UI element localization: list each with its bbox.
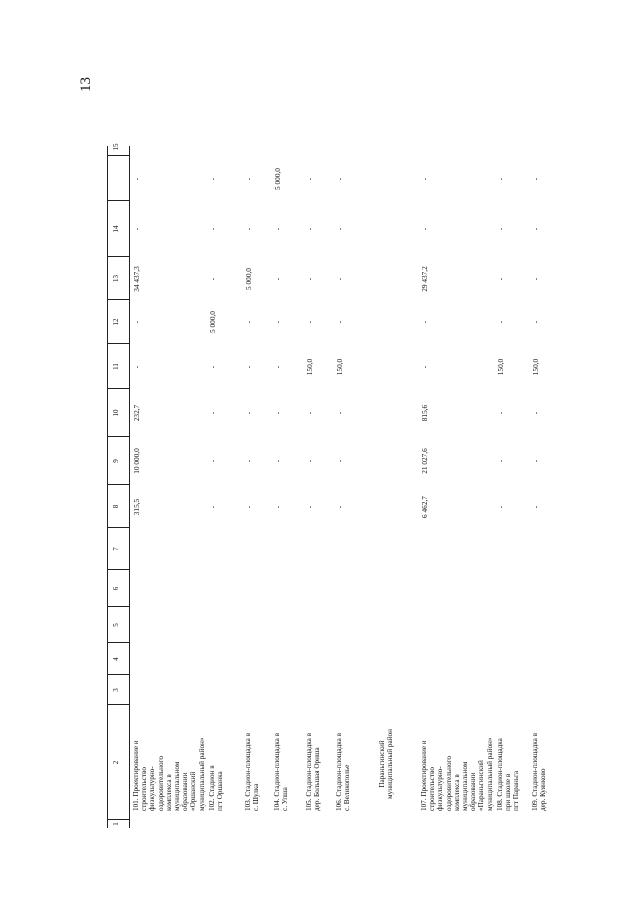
cell-col-12: - xyxy=(531,320,540,324)
cell-col-11: 150,0 xyxy=(496,358,505,376)
column-header-9: 9 xyxy=(112,459,120,463)
row-name: 108. Стадион-площадка при школе в пгт Параньга xyxy=(496,738,521,811)
cell-col-11: - xyxy=(132,365,141,369)
column-header-14: 14 xyxy=(112,225,120,233)
cell-col-15: - xyxy=(132,177,141,181)
header-separator xyxy=(107,388,129,389)
cell-col-8: - xyxy=(335,505,344,509)
column-header-12: 12 xyxy=(112,318,120,326)
header-separator xyxy=(107,527,129,528)
cell-col-15: - xyxy=(305,177,314,181)
header-separator xyxy=(107,200,129,201)
cell-col-12: - xyxy=(420,320,429,324)
cell-col-15: 5 000,0 xyxy=(273,168,282,190)
cell-col-9: - xyxy=(208,459,217,463)
cell-col-9: - xyxy=(273,459,282,463)
cell-col-8: - xyxy=(496,505,505,509)
cell-col-14: - xyxy=(335,227,344,231)
header-separator xyxy=(107,256,129,257)
cell-col-9: - xyxy=(244,459,253,463)
cell-col-8: - xyxy=(305,505,314,509)
cell-col-11: - xyxy=(273,365,282,369)
cell-col-14: - xyxy=(531,227,540,231)
column-header-8: 8 xyxy=(112,504,120,509)
column-header-2: 2 xyxy=(112,760,120,765)
column-header-7: 7 xyxy=(112,547,120,551)
row-name: 101. Проектирование и строительство физкультурно- оздоровительного комплекса в муниципальном образовании «Оршанский муниципальный район» xyxy=(132,737,206,811)
cell-col-12: - xyxy=(305,320,314,324)
cell-col-12: - xyxy=(273,320,282,324)
cell-col-14: - xyxy=(496,227,505,231)
column-header-5: 5 xyxy=(112,623,120,627)
cell-col-10: - xyxy=(208,411,217,415)
cell-col-14: - xyxy=(208,227,217,231)
section-heading: Параньгинский муниципальный район xyxy=(378,729,395,799)
cell-col-10: - xyxy=(335,411,344,415)
row-name: 105. Стадион-площадка в дер. Большая Ориша xyxy=(305,732,322,811)
row-name: 104. Стадион-площадка в с. Упша xyxy=(273,732,290,811)
cell-col-13: 5 000,0 xyxy=(244,268,253,290)
column-header-13: 13 xyxy=(112,275,120,282)
page-number: 13 xyxy=(78,77,94,92)
cell-col-8: - xyxy=(273,505,282,509)
cell-col-10: - xyxy=(305,411,314,415)
cell-col-11: 150,0 xyxy=(531,358,540,376)
cell-col-10: - xyxy=(496,411,505,415)
column-header-6: 6 xyxy=(112,586,120,591)
cell-col-13: - xyxy=(273,277,282,281)
cell-col-9: - xyxy=(531,459,540,463)
cell-col-12: - xyxy=(496,320,505,324)
cell-col-14: - xyxy=(420,227,429,231)
cell-col-13: - xyxy=(208,277,217,281)
cell-col-15: - xyxy=(335,177,344,181)
header-separator xyxy=(107,436,129,437)
cell-col-11: - xyxy=(208,365,217,369)
cell-col-10: - xyxy=(531,411,540,415)
cell-col-11: - xyxy=(244,365,253,369)
cell-col-12: - xyxy=(132,320,141,324)
cell-col-13: 29 437,2 xyxy=(420,266,429,292)
cell-col-8: - xyxy=(208,505,217,509)
cell-col-13: - xyxy=(496,277,505,281)
row-name: 107. Проектирование и строительство физкультурно- оздоровительного комплекса в муниципальном образовании «Параньгинский муниципальный район» xyxy=(420,737,494,811)
cell-col-9: - xyxy=(305,459,314,463)
cell-col-11: - xyxy=(420,365,429,369)
cell-col-10: 815,6 xyxy=(420,404,429,422)
cell-col-14: - xyxy=(244,227,253,231)
table-top-rule xyxy=(107,146,108,828)
column-header-11: 11 xyxy=(112,363,120,370)
cell-col-12: 5 000,0 xyxy=(208,311,217,333)
row-name: 102. Стадион в пгт Оршанка xyxy=(208,765,225,811)
header-separator xyxy=(107,299,129,300)
cell-col-8: - xyxy=(244,505,253,509)
cell-col-9: 10 000,0 xyxy=(132,448,141,474)
row-name: 106. Стадион-площадка в с. Великополье xyxy=(335,732,352,811)
cell-col-14: - xyxy=(132,227,141,231)
cell-col-12: - xyxy=(335,320,344,324)
column-header-4: 4 xyxy=(112,657,120,661)
cell-col-9: 21 027,6 xyxy=(420,448,429,474)
cell-col-8: 6 462,7 xyxy=(420,496,429,518)
row-name: 109. Стадион-площадка в дер. Куянково xyxy=(531,732,548,811)
cell-col-15: - xyxy=(244,177,253,181)
cell-col-14: - xyxy=(305,227,314,231)
cell-col-15: - xyxy=(531,177,540,181)
column-header-10: 10 xyxy=(112,409,120,417)
cell-col-10: - xyxy=(244,411,253,415)
cell-col-13: 34 437,3 xyxy=(132,266,141,292)
cell-col-11: 150,0 xyxy=(305,358,314,376)
cell-col-13: - xyxy=(335,277,344,281)
cell-col-11: 150,0 xyxy=(335,358,344,376)
cell-col-15: - xyxy=(496,177,505,181)
header-separator xyxy=(107,484,129,485)
column-header-15: 15 xyxy=(112,143,120,151)
cell-col-13: - xyxy=(305,277,314,281)
cell-col-9: - xyxy=(335,459,344,463)
cell-col-13: - xyxy=(531,277,540,281)
header-separator xyxy=(107,343,129,344)
column-header-1: 1 xyxy=(112,822,120,826)
row-name: 103. Стадион-площадка в с. Шулка xyxy=(244,732,261,811)
header-bottom-rule xyxy=(129,146,130,828)
cell-col-10: - xyxy=(273,411,282,415)
cell-col-15: - xyxy=(420,177,429,181)
cell-col-15: - xyxy=(208,177,217,181)
cell-col-9: - xyxy=(496,459,505,463)
cell-col-12: - xyxy=(244,320,253,324)
cell-col-8: 315,5 xyxy=(132,498,141,516)
cell-col-10: 232,7 xyxy=(132,404,141,422)
cell-col-8: - xyxy=(531,505,540,509)
column-header-3: 3 xyxy=(112,688,120,692)
cell-col-14: - xyxy=(273,227,282,231)
